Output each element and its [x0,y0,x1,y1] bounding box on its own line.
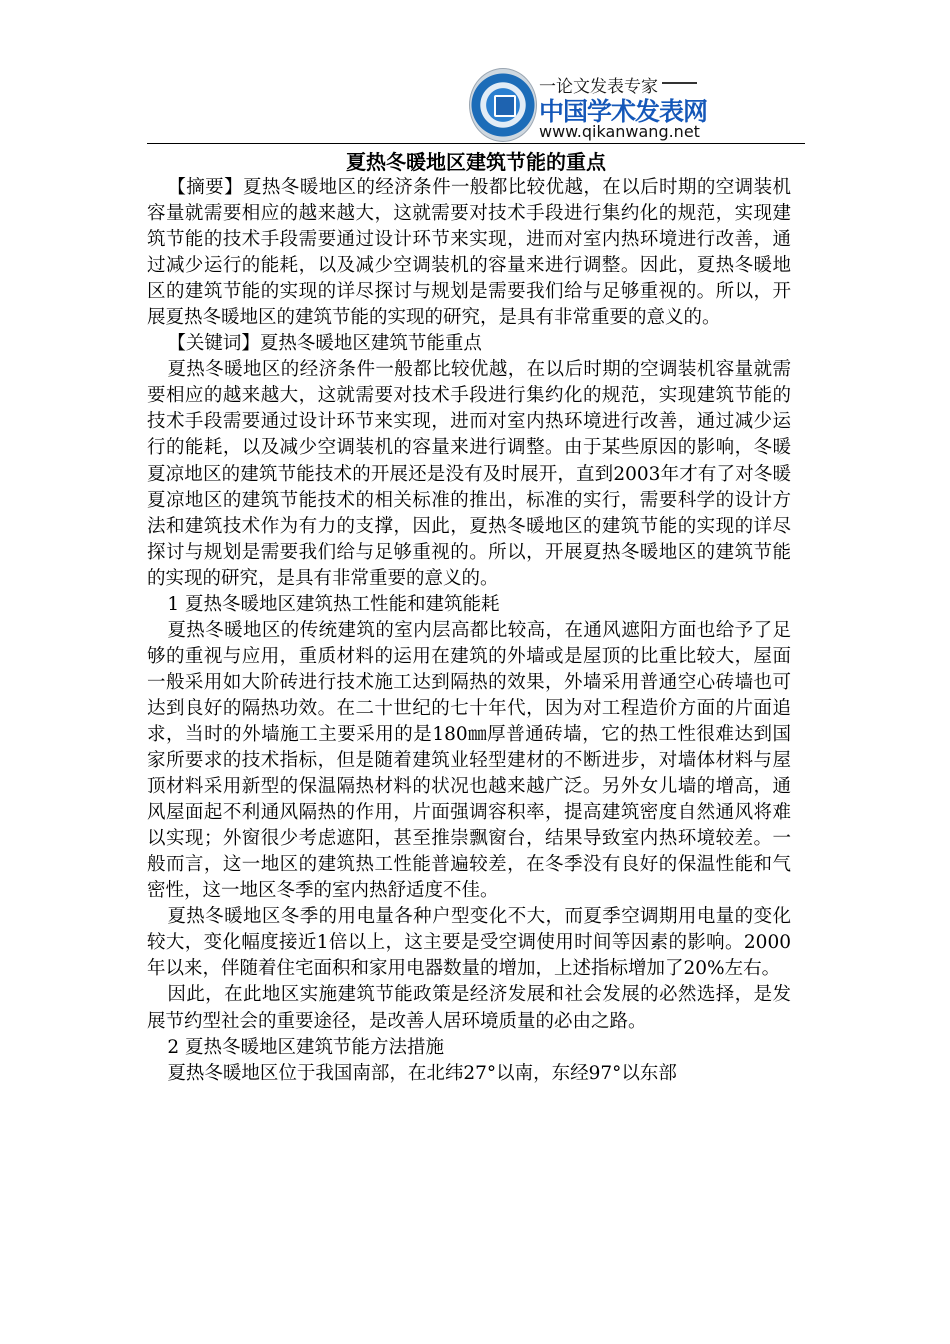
logo-name: 中国学术发表网 [539,97,708,126]
body-paragraph: 夏热冬暖地区的传统建筑的室内层高都比较高，在通风遮阳方面也给予了足够的重视与应用，重质材料的运用在建筑的外墙或是屋顶的比重比较大，屋面一般采用如大阶砖进行技术施工达到隔热的效果，外墙采用普通空心砖墙也可达到良好的隔热功效。在二十世纪的七十年代，因为对工程造价方面的片面追求，当时的外墙施工主要采用的是180㎜厚普通砖墙，它的热工性很难达到国家所要求的技术指标，但是随着建筑业轻型建材的不断进步，对墙体材料与屋顶材料采用新型的保温隔热材料的状况也越来越广泛。另外女儿墙的增高，通风屋面起不利通风隔热的作用，片面强调容积率，提高建筑密度自然通风将难以实现；外窗很少考虑遮阳，甚至推崇飘窗台，结果导致室内热环境较差。一般而言，这一地区的建筑热工性能普遍较差，在冬季没有良好的保温性能和气密性，这一地区冬季的室内热舒适度不佳。 [147,619,791,902]
intro-paragraph: 夏热冬暖地区的经济条件一般都比较优越，在以后时期的空调装机容量就需要相应的越来越大，这就需要对技术手段进行集约化的规范，实现建筑节能的技术手段需要通过设计环节来实现，进而对室内热环境进行改善，通过减少运行的能耗，以及减少空调装机的容量来进行调整。由于某些原因的影响，冬暖夏凉地区的建筑节能技术的开展还是没有及时展开，直到2003年才有了对冬暖夏凉地区的建筑节能技术的相关标准的推出，标准的实行，需要科学的设计方法和建筑技术作为有力的支撑，因此，夏热冬暖地区的建筑节能的实现的详尽探讨与规划是需要我们给与足够重视的。所以，开展夏热冬暖地区的建筑节能的实现的研究，是具有非常重要的意义的。 [147,359,791,589]
section-heading-1: 1 夏热冬暖地区建筑热工性能和建筑能耗 [167,593,500,615]
logo-slogan: 一论文发表专家 [539,72,662,97]
document-body [147,175,791,1087]
body-paragraph: 因此，在此地区实施建筑节能政策是经济发展和社会发展的必然选择，是发展节约型社会的重要途径，是改善人居环境质量的必由之路。 [147,984,791,1032]
body-paragraph: 夏热冬暖地区冬季的用电量各种户型变化不大，而夏季空调期用电量的变化较大，变化幅度接近1倍以上，这主要是受空调使用时间等因素的影响。2000年以来，伴随着住宅面积和家用电器数量的增加，上述指标增加了20%左右。 [147,906,791,980]
body-paragraph: 夏热冬暖地区位于我国南部，在北纬27°以南，东经97°以东部 [167,1062,677,1084]
abstract-paragraph: 【摘要】夏热冬暖地区的经济条件一般都比较优越，在以后时期的空调装机容量就需要相应的越来越大，这就需要对技术手段进行集约化的规范，实现建筑节能的技术手段需要通过设计环节来实现，进而对室内热环境进行改善，通过减少运行的能耗，以及减少空调装机的容量来进行调整。因此，夏热冬暖地区的建筑节能的实现的详尽探讨与规划是需要我们给与足够重视的。所以，开展夏热冬暖地区的建筑节能的实现的研究，是具有非常重要的意义的。 [147,177,791,329]
site-logo [469,68,708,142]
book-icon [494,95,516,117]
logo-url: www.qikanwang.net [539,122,700,141]
page-title: 夏热冬暖地区建筑节能的重点 [346,150,606,174]
section-heading-2: 2 夏热冬暖地区建筑节能方法措施 [167,1036,444,1058]
header-divider [147,143,805,144]
seal-emblem-icon [469,68,537,142]
keywords-paragraph: 【关键词】夏热冬暖地区建筑节能重点 [167,333,482,355]
